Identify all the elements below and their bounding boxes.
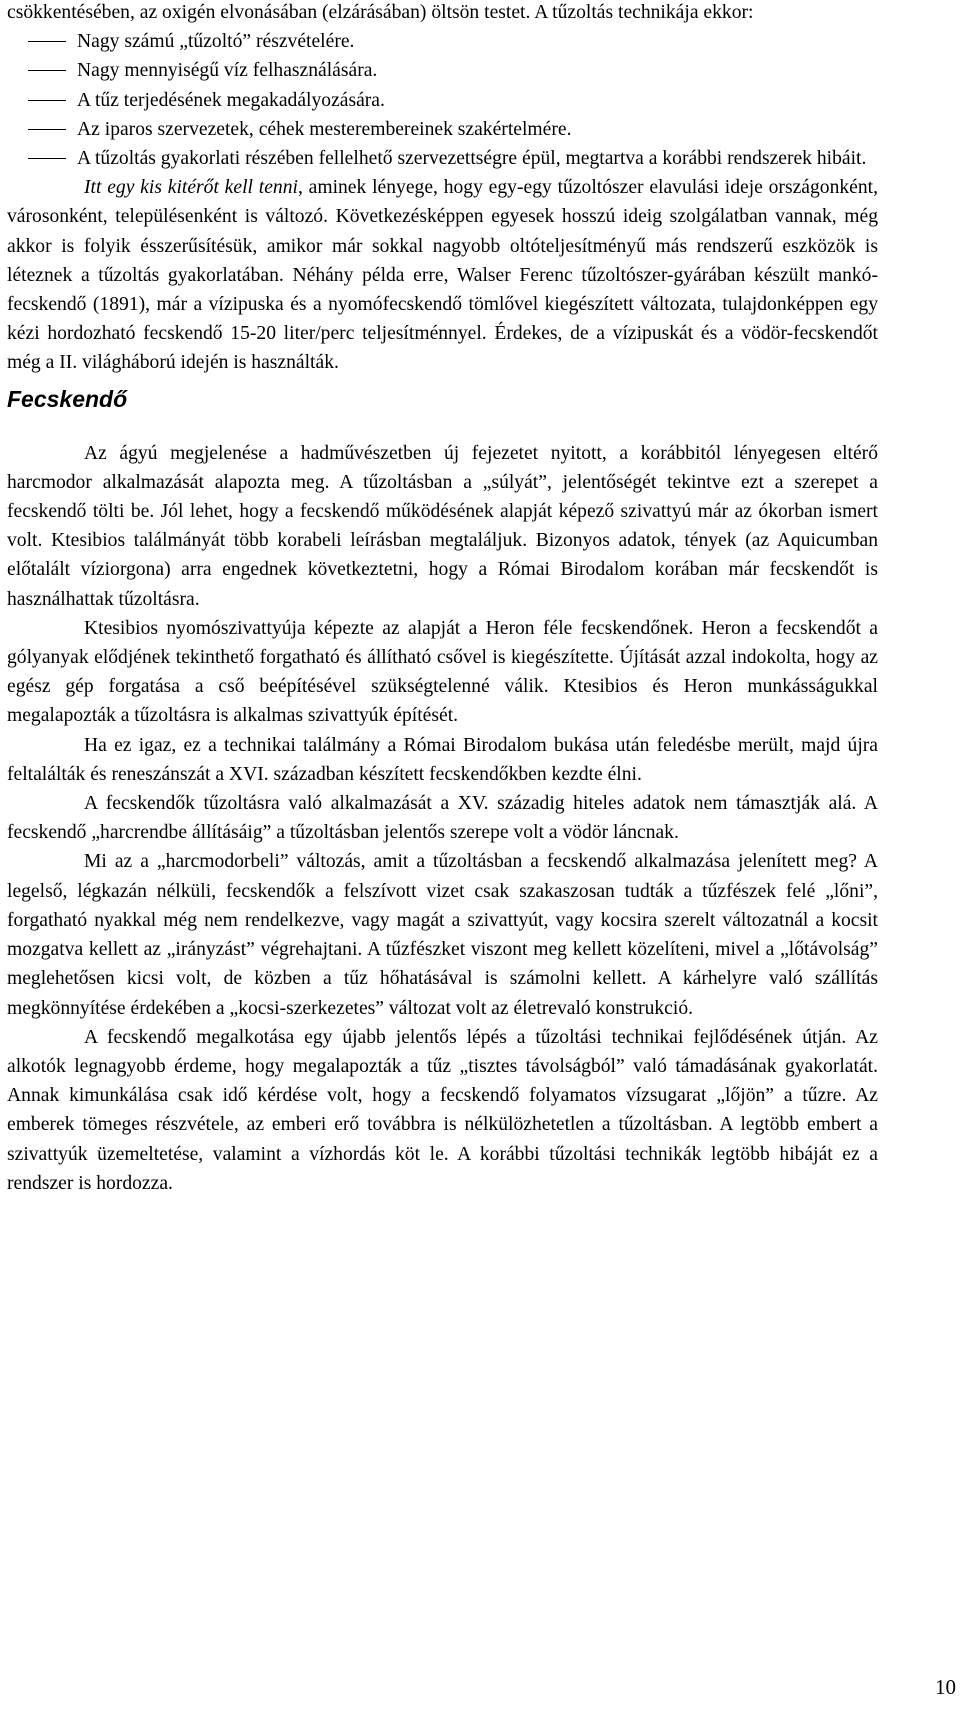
list-item	[7, 27, 878, 56]
list-item-text: Az iparos szervezetek, céhek mesterembereinek szakértelmére.	[77, 118, 572, 140]
digression-italic-lead: Itt egy kis kitérőt kell tenni	[84, 177, 298, 199]
dash-bullet-icon	[28, 129, 66, 130]
section-heading: Fecskendő	[7, 385, 128, 412]
digression-paragraph	[7, 173, 878, 377]
list-item-text: Nagy mennyiségű víz felhasználására.	[77, 60, 378, 82]
digression-text: , aminek lényege, hogy egy-egy tűzoltószer elavulási ideje országonként, városonként, településenként is változó. Következésképpen egyesek hosszú ideig szolgálatban vannak, még akkor is folyik ésszerűsítésük, amikor már sokkal nagyobb oltóteljesítményű más rendszerű eszközök is léteznek a tűzoltás gyakorlatában. Néhány példa erre, Walser Ferenc tűzoltószer-gyárában készült mankó-fecskendő (1891), már a vízipuska és a nyomófecskendő tömlővel kiegészített változata, tulajdonképpen egy kézi hordozható fecskendő 15-20 liter/perc teljesítménnyel. Érdekes, de a vízipuskát és a vödör-fecskendőt még a II. világháború idején is használták.	[7, 177, 878, 374]
body-paragraph: Mi az a „harcmodorbeli” változás, amit a tűzoltásban a fecskendő alkalmazása jelenített meg? A legelső, légkazán nélküli, fecskendők a felszívott vizet csak szakaszosan tudták a tűzfészek felé „lőni”, forgatható nyakkal még nem rendelkezve, vagy magát a szivattyút, vagy kocsira szerelt változatnál a kocsit mozgatva kellett az „irányzást” végrehajtani. A tűzfészket viszont meg kellett közelíteni, mivel a „lőtávolság” meglehetősen kicsi volt, de közben a tűz hőhatásával is számolni kellett. A kárhelyre való szállítás megkönnyítése érdekében a „kocsi-szerkezetes” változat volt az életrevaló konstrukció.	[7, 851, 878, 1019]
dash-bullet-icon	[28, 41, 66, 42]
heading-spacer	[7, 414, 878, 439]
list-item	[7, 56, 878, 85]
body-paragraph: Ktesibios nyomószivattyúja képezte az alapját a Heron féle fecskendőnek. Heron a fecskendőt a gólyanyak elődjének tekinthető forgatható és állítható csővel is kiegészítette. Újítását azzal indokolta, hogy az egész gép forgatása a cső beépítésével szükségtelenné válik. Ktesibios és Heron munkásságukkal megalapozták a tűzoltásra is alkalmas szivattyúk építését.	[7, 617, 878, 727]
body-paragraph: Az ágyú megjelenése a hadművészetben új fejezetet nyitott, a korábbitól lényegesen eltérő harcmodor alkalmazását alapozta meg. A tűzoltásban a „súlyát”, jelentőségét tekintve ezt a szerepet a fecskendő tölti be. Jól lehet, hogy a fecskendő működésének alapját képező szivattyú már az ókorban ismert volt. Ktesibios találmányát több korabeli leírásban megtaláljuk. Bizonyos adatok, tények (az Aquicumban előtalált víziorgona) arra engednek következtetni, hogy a Római Birodalom korában már fecskendőt is használhattak tűzoltásra.	[7, 442, 878, 610]
list-item	[7, 144, 878, 173]
dash-bullet-icon	[28, 100, 66, 101]
list-item-text: A tűz terjedésének megakadályozására.	[77, 89, 385, 111]
document-page	[7, 0, 878, 1198]
intro-paragraph: csökkentésében, az oxigén elvonásában (elzárásában) öltsön testet. A tűzoltás technikája ekkor:	[7, 2, 754, 23]
body-paragraph: Ha ez igaz, ez a technikai találmány a Római Birodalom bukása után feledésbe merült, majd újra feltalálták és reneszánszát a XVI. században készített fecskendőkben kezdte élni.	[7, 734, 878, 785]
list-item	[7, 115, 878, 144]
body-paragraph: A fecskendő megalkotása egy újabb jelentős lépés a tűzoltási technikai fejlődésének útján. Az alkotók legnagyobb érdeme, hogy megalapozták a tűz „tisztes távolságból” való támadásának gyakorlatát. Annak kimunkálása csak idő kérdése volt, hogy a fecskendő folyamatos vízsugarat „lőjön” a tűzre. Az emberek tömeges részvétele, az emberi erő továbbra is nélkülözhetetlen a tűzoltásban. A legtöbb embert a szivattyúk üzemeltetése, valamint a vízhordás köt le. A korábbi tűzoltási technikák legtöbb hibáját ez a rendszer is hordozza.	[7, 1026, 878, 1194]
list-item-text: A tűzoltás gyakorlati részében fellelhető szervezettségre épül, megtartva a korábbi rendszerek hibáit.	[77, 148, 867, 170]
list-item-text: Nagy számú „tűzoltó” részvételére.	[77, 31, 355, 53]
list-item	[7, 86, 878, 115]
technique-list	[7, 27, 878, 173]
body-paragraph: A fecskendők tűzoltásra való alkalmazását a XV. századig hiteles adatok nem támasztják alá. A fecskendő „harcrendbe állításáig” a tűzoltásban jelentős szerepe volt a vödör láncnak.	[7, 793, 878, 844]
dash-bullet-icon	[28, 70, 66, 71]
page-number: 10	[935, 1675, 956, 1699]
dash-bullet-icon	[28, 158, 66, 159]
